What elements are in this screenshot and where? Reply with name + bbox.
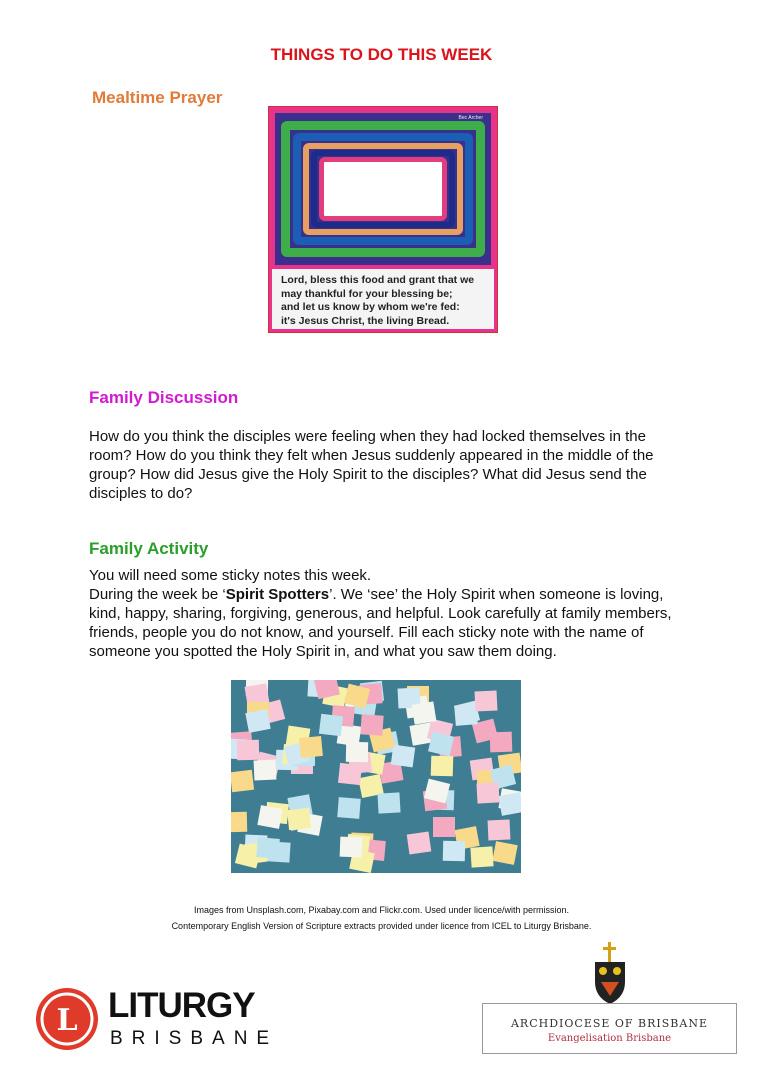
sticky-note [443, 841, 465, 862]
sticky-note [318, 714, 342, 737]
sticky-note [299, 736, 323, 758]
image-credits: Images from Unsplash.com, Pixabay.com and Flickr.com. Used under licence/with permission. [194, 905, 569, 915]
sticky-note [428, 732, 454, 756]
prayer-image [268, 106, 498, 333]
archdiocese-name: ARCHDIOCESE OF BRISBANE [510, 1017, 708, 1030]
sticky-note [378, 792, 401, 813]
sticky-note [231, 770, 254, 792]
image-credit: Bec Archer [458, 115, 483, 121]
sticky-note [499, 792, 521, 816]
sticky-note [471, 847, 494, 868]
sticky-note [231, 812, 248, 833]
sticky-note [339, 837, 362, 858]
sticky-notes-image [231, 680, 521, 873]
spirit-spotters: Spirit Spotters [225, 586, 330, 603]
sticky-note [257, 805, 282, 829]
mealtime-heading: Mealtime Prayer [92, 88, 223, 107]
activity-heading: Family Activity [89, 539, 209, 558]
painting [275, 113, 491, 265]
prayer-line: Lord, bless this food and grant that we [281, 274, 475, 286]
liturgy-emblem-icon [34, 986, 100, 1052]
sticky-note [430, 756, 453, 777]
brisbane-word: BRISBANE [110, 1028, 279, 1049]
scripture-credits: Contemporary English Version of Scripture extracts provided under licence from ICEL to Liturgy Brisbane. [171, 921, 592, 931]
sticky-note [492, 842, 517, 866]
sticky-note [237, 740, 259, 760]
sticky-note [487, 820, 510, 841]
sticky-note [338, 763, 362, 785]
evangelisation-name: Evangelisation Brisbane [547, 1033, 672, 1044]
svg-text:L: L [56, 1003, 78, 1038]
prayer-line: may thankful for your blessing be; [281, 287, 453, 300]
discussion-text: How do you think the disciples were feeling when they had locked themselves in the room? How do you think they felt when Jesus suddenly appeared in the middle of the group? How did Jesus give the Holy Spirit to the disciples? What did Jesus send the disciples to do? [89, 428, 654, 502]
sticky-note [411, 702, 436, 725]
activity-line: You will need some sticky notes this week. [89, 567, 372, 584]
sticky-note [245, 709, 270, 733]
prayer-line: and let us know by whom we're fed: [281, 301, 460, 313]
sticky-note [433, 817, 455, 837]
archdiocese-logo [482, 1003, 737, 1054]
activity-pre: During the week be ‘ [89, 586, 226, 603]
sticky-note [253, 760, 276, 781]
sticky-note [475, 691, 498, 712]
sticky-note [477, 782, 500, 803]
page-title: THINGS TO DO THIS WEEK [270, 45, 493, 64]
sticky-note [391, 745, 416, 768]
liturgy-brisbane-logo [34, 986, 279, 1057]
liturgy-word: LITURGY [108, 986, 255, 1025]
archdiocese-crest-icon [587, 942, 633, 1006]
activity-post: ’. We ‘see’ the Holy Spirit when someone is loving, kind, happy, sharing, forgiving, generous, and helpful. Look carefully at family members, friends, people you do not know, and yourself. Fill each sticky note with the name of someone you spotted the Holy Spirit in, and what you saw them doing. [89, 586, 672, 660]
discussion-heading: Family Discussion [89, 388, 239, 407]
sticky-note [338, 797, 361, 819]
activity-text [89, 566, 689, 661]
sticky-note [407, 831, 432, 854]
sticky-note [360, 714, 383, 735]
prayer-line: it's Jesus Christ, the living Bread. [281, 314, 450, 327]
prayer-text [272, 269, 494, 329]
sticky-note [346, 742, 368, 762]
sticky-note [267, 842, 290, 863]
sticky-note [287, 808, 311, 830]
